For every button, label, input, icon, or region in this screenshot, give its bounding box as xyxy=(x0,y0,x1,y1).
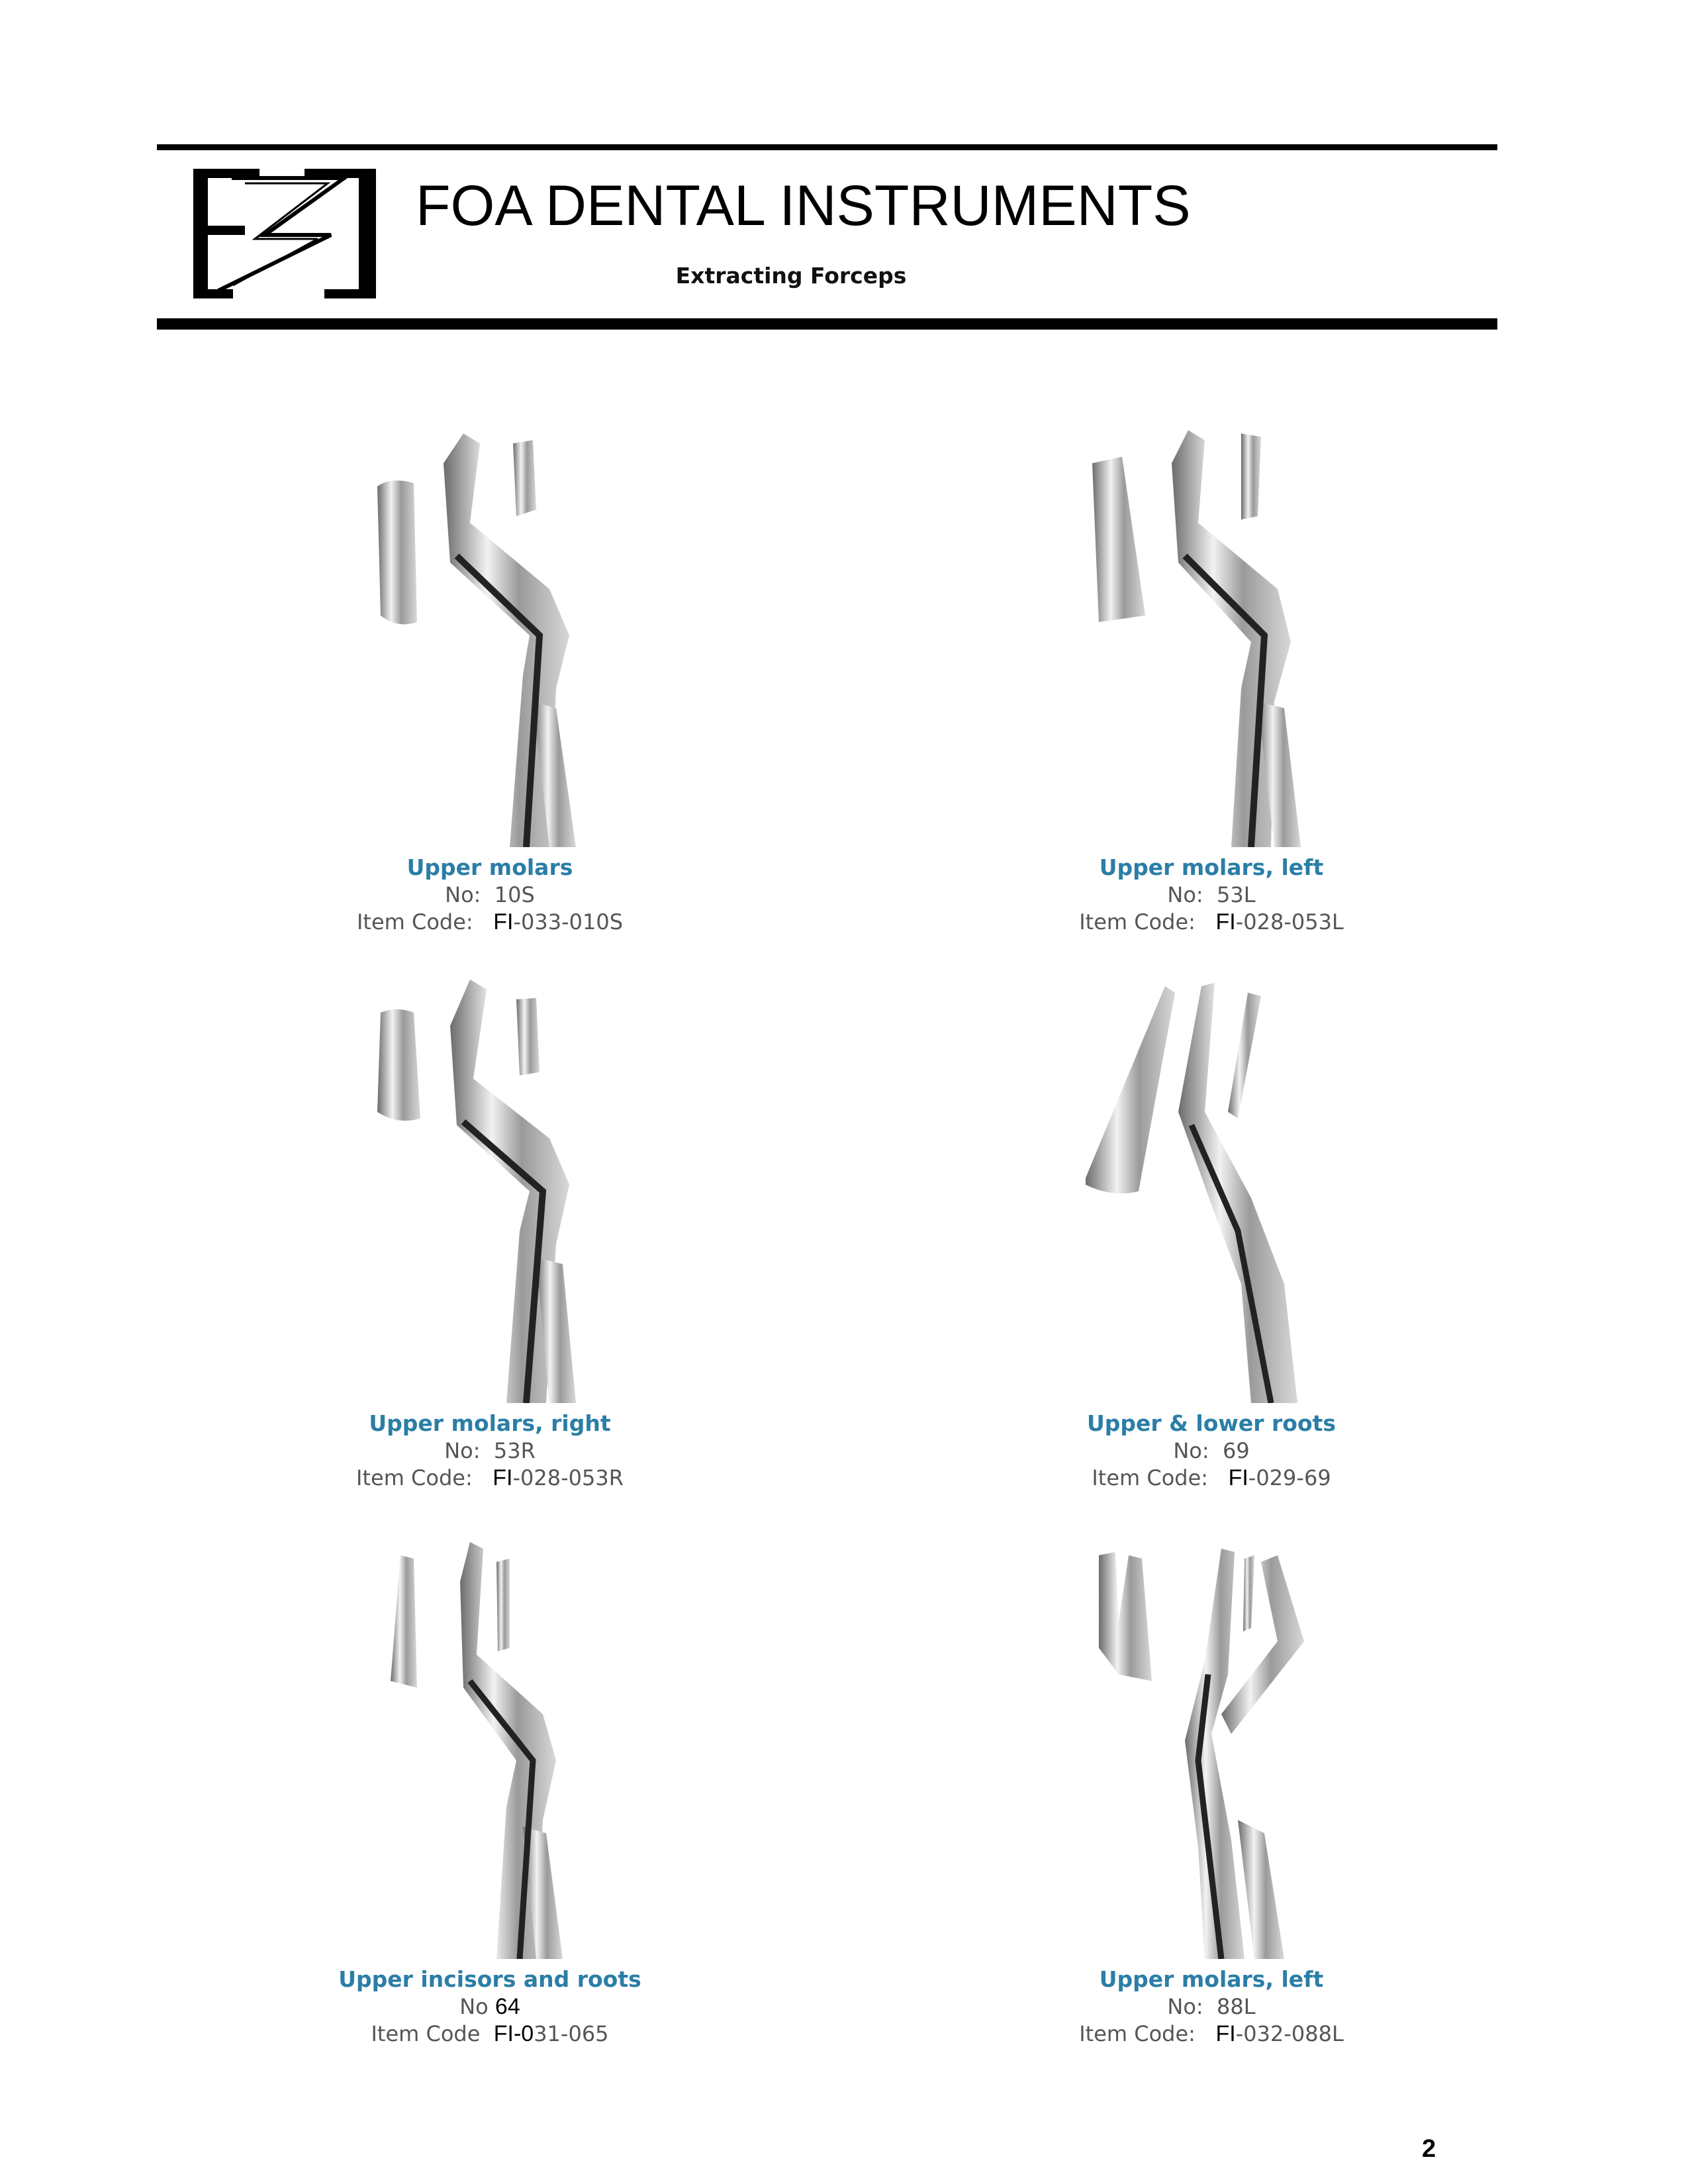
product-no-label: No: xyxy=(1173,1438,1209,1463)
item-code-prefix: FI xyxy=(493,909,514,934)
page-subtitle: Extracting Forceps xyxy=(675,263,907,289)
item-code-label: Item Code: xyxy=(356,1465,473,1490)
product-name: Upper molars, left xyxy=(1099,1966,1324,1992)
product-card xyxy=(192,1542,788,2058)
product-no-label: No: xyxy=(445,882,481,907)
product-no-label: No xyxy=(459,1994,489,2019)
product-card xyxy=(192,979,788,1496)
product-number: 53R xyxy=(493,1438,536,1463)
forceps-image xyxy=(371,1542,649,1959)
product-number: 69 xyxy=(1222,1438,1250,1463)
item-code: -028-053L xyxy=(1235,909,1344,934)
product-number: 88L xyxy=(1217,1994,1256,2019)
item-code-label: Item Code: xyxy=(1079,909,1196,934)
item-code-label: Item Code: xyxy=(1079,2021,1196,2046)
product-card xyxy=(914,1542,1509,2058)
product-name: Upper molars, left xyxy=(1099,854,1324,880)
item-code-prefix: FI xyxy=(1215,2021,1236,2046)
product-name: Upper incisors and roots xyxy=(338,1966,641,1992)
product-number: 53L xyxy=(1217,882,1256,907)
item-code-label: Item Code xyxy=(371,2021,481,2046)
company-logo xyxy=(192,167,377,300)
item-code: -032-088L xyxy=(1235,2021,1344,2046)
header-top-rule xyxy=(157,144,1497,150)
item-code-label: Item Code: xyxy=(356,909,473,934)
product-no-label: No: xyxy=(444,1438,481,1463)
forceps-image xyxy=(1072,424,1370,847)
page-number: 2 xyxy=(1422,2135,1436,2163)
product-card xyxy=(914,424,1509,940)
product-name: Upper molars, right xyxy=(369,1410,611,1436)
forceps-image xyxy=(357,979,655,1403)
product-no-label: No: xyxy=(1167,1994,1203,2019)
forceps-image xyxy=(1079,1542,1377,1959)
header-bottom-rule xyxy=(157,318,1497,330)
product-name: Upper molars xyxy=(406,854,573,880)
item-code-prefix: FI xyxy=(1215,909,1236,934)
item-code-prefix: FI xyxy=(1228,1465,1248,1490)
brand-title: FOA DENTAL INSTRUMENTS xyxy=(416,174,1191,238)
product-card xyxy=(192,424,788,940)
product-no-label: No: xyxy=(1167,882,1203,907)
product-number: 10S xyxy=(494,882,535,907)
product-card xyxy=(914,979,1509,1496)
forceps-image xyxy=(1072,979,1370,1403)
item-code: -029-69 xyxy=(1248,1465,1331,1490)
item-code: 31-065 xyxy=(534,2021,609,2046)
item-code-prefix: FI-0 xyxy=(493,2021,534,2046)
forceps-image xyxy=(351,424,649,847)
item-code-label: Item Code: xyxy=(1092,1465,1209,1490)
item-code-prefix: FI xyxy=(492,1465,513,1490)
item-code: -033-010S xyxy=(513,909,623,934)
product-number: 64 xyxy=(494,1994,520,2019)
item-code: -028-053R xyxy=(512,1465,624,1490)
product-name: Upper & lower roots xyxy=(1086,1410,1336,1436)
